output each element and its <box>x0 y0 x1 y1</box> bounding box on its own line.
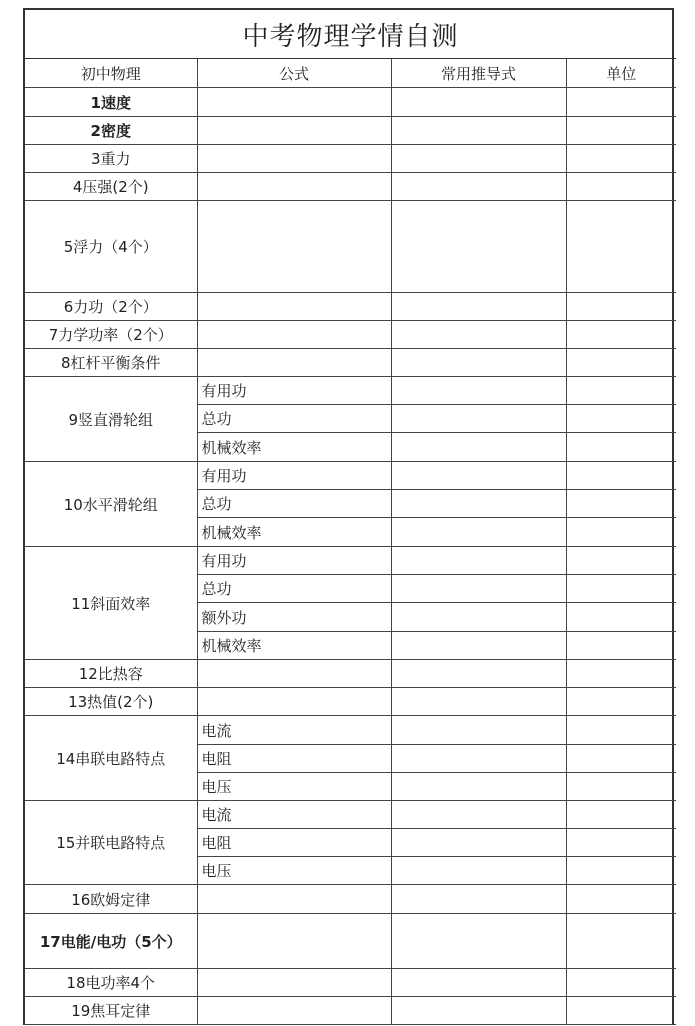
formula-cell[interactable] <box>197 173 391 201</box>
row-label: 14串联电路特点 <box>25 716 197 801</box>
table-row <box>25 145 676 173</box>
derived-cell[interactable] <box>391 349 566 377</box>
formula-cell[interactable] <box>197 688 391 716</box>
derived-cell[interactable] <box>391 145 566 173</box>
derived-cell[interactable] <box>391 321 566 349</box>
row-label: 2密度 <box>25 117 197 145</box>
unit-cell[interactable] <box>566 518 676 547</box>
formula-cell[interactable] <box>197 145 391 173</box>
derived-cell[interactable] <box>391 857 566 885</box>
unit-cell[interactable] <box>566 885 676 914</box>
unit-cell[interactable] <box>566 801 676 829</box>
unit-cell[interactable] <box>566 547 676 575</box>
unit-cell[interactable] <box>566 969 676 997</box>
unit-cell[interactable] <box>566 321 676 349</box>
derived-cell[interactable] <box>391 462 566 490</box>
sub-item-label: 机械效率 <box>197 632 391 660</box>
derived-cell[interactable] <box>391 377 566 405</box>
sub-item-label: 机械效率 <box>197 518 391 547</box>
sub-item-label: 总功 <box>197 490 391 518</box>
unit-cell[interactable] <box>566 603 676 632</box>
formula-cell[interactable] <box>197 997 391 1025</box>
sub-item-label: 电阻 <box>197 745 391 773</box>
row-label: 9竖直滑轮组 <box>25 377 197 462</box>
header-derived: 常用推导式 <box>391 59 566 88</box>
formula-table <box>25 10 676 1025</box>
worksheet <box>23 8 674 1025</box>
unit-cell[interactable] <box>566 745 676 773</box>
table-row <box>25 801 676 829</box>
unit-cell[interactable] <box>566 145 676 173</box>
derived-cell[interactable] <box>391 716 566 745</box>
sub-item-label: 机械效率 <box>197 433 391 462</box>
sub-item-label: 有用功 <box>197 377 391 405</box>
table-row <box>25 547 676 575</box>
derived-cell[interactable] <box>391 88 566 117</box>
derived-cell[interactable] <box>391 745 566 773</box>
table-row <box>25 885 676 914</box>
unit-cell[interactable] <box>566 632 676 660</box>
table-row <box>25 88 676 117</box>
unit-cell[interactable] <box>566 433 676 462</box>
unit-cell[interactable] <box>566 405 676 433</box>
unit-cell[interactable] <box>566 462 676 490</box>
table-row <box>25 377 676 405</box>
formula-cell[interactable] <box>197 969 391 997</box>
derived-cell[interactable] <box>391 997 566 1025</box>
formula-cell[interactable] <box>197 914 391 969</box>
sheet-title: 中考物理学情自测 <box>25 10 676 59</box>
formula-cell[interactable] <box>197 293 391 321</box>
unit-cell[interactable] <box>566 88 676 117</box>
sub-item-label: 电流 <box>197 801 391 829</box>
table-row <box>25 997 676 1025</box>
derived-cell[interactable] <box>391 293 566 321</box>
sub-item-label: 电流 <box>197 716 391 745</box>
derived-cell[interactable] <box>391 885 566 914</box>
row-label: 11斜面效率 <box>25 547 197 660</box>
table-row <box>25 349 676 377</box>
derived-cell[interactable] <box>391 914 566 969</box>
derived-cell[interactable] <box>391 405 566 433</box>
formula-cell[interactable] <box>197 885 391 914</box>
unit-cell[interactable] <box>566 688 676 716</box>
table-row <box>25 716 676 745</box>
sub-item-label: 电压 <box>197 773 391 801</box>
unit-cell[interactable] <box>566 117 676 145</box>
header-formula: 公式 <box>197 59 391 88</box>
table-row <box>25 969 676 997</box>
table-row <box>25 117 676 145</box>
row-label: 12比热容 <box>25 660 197 688</box>
table-row <box>25 173 676 201</box>
header-unit: 单位 <box>566 59 676 88</box>
row-label: 7力学功率（2个） <box>25 321 197 349</box>
row-label: 17电能/电功（5个） <box>25 914 197 969</box>
row-label: 18电功率4个 <box>25 969 197 997</box>
derived-cell[interactable] <box>391 518 566 547</box>
unit-cell[interactable] <box>566 773 676 801</box>
row-label: 10水平滑轮组 <box>25 462 197 547</box>
table-row <box>25 462 676 490</box>
formula-cell[interactable] <box>197 88 391 117</box>
header-topic: 初中物理 <box>25 59 197 88</box>
derived-cell[interactable] <box>391 575 566 603</box>
unit-cell[interactable] <box>566 293 676 321</box>
row-label: 16欧姆定律 <box>25 885 197 914</box>
derived-cell[interactable] <box>391 201 566 293</box>
sub-item-label: 总功 <box>197 575 391 603</box>
sub-item-label: 有用功 <box>197 462 391 490</box>
table-row <box>25 660 676 688</box>
derived-cell[interactable] <box>391 801 566 829</box>
table-row <box>25 688 676 716</box>
unit-cell[interactable] <box>566 490 676 518</box>
unit-cell[interactable] <box>566 857 676 885</box>
row-label: 4压强(2个) <box>25 173 197 201</box>
row-label: 3重力 <box>25 145 197 173</box>
sub-item-label: 电阻 <box>197 829 391 857</box>
formula-cell[interactable] <box>197 321 391 349</box>
derived-cell[interactable] <box>391 660 566 688</box>
row-label: 8杠杆平衡条件 <box>25 349 197 377</box>
sub-item-label: 电压 <box>197 857 391 885</box>
unit-cell[interactable] <box>566 377 676 405</box>
sub-item-label: 总功 <box>197 405 391 433</box>
row-label: 5浮力（4个） <box>25 201 197 293</box>
unit-cell[interactable] <box>566 575 676 603</box>
unit-cell[interactable] <box>566 349 676 377</box>
formula-cell[interactable] <box>197 117 391 145</box>
derived-cell[interactable] <box>391 688 566 716</box>
table-row <box>25 293 676 321</box>
table-row <box>25 201 676 293</box>
formula-cell[interactable] <box>197 349 391 377</box>
row-label: 13热值(2个) <box>25 688 197 716</box>
derived-cell[interactable] <box>391 173 566 201</box>
sub-item-label: 额外功 <box>197 603 391 632</box>
formula-cell[interactable] <box>197 201 391 293</box>
sub-item-label: 有用功 <box>197 547 391 575</box>
unit-cell[interactable] <box>566 997 676 1025</box>
derived-cell[interactable] <box>391 603 566 632</box>
unit-cell[interactable] <box>566 829 676 857</box>
unit-cell[interactable] <box>566 716 676 745</box>
derived-cell[interactable] <box>391 829 566 857</box>
unit-cell[interactable] <box>566 660 676 688</box>
derived-cell[interactable] <box>391 969 566 997</box>
row-label: 6力功（2个） <box>25 293 197 321</box>
derived-cell[interactable] <box>391 490 566 518</box>
row-label: 15并联电路特点 <box>25 801 197 885</box>
unit-cell[interactable] <box>566 173 676 201</box>
unit-cell[interactable] <box>566 914 676 969</box>
formula-cell[interactable] <box>197 660 391 688</box>
derived-cell[interactable] <box>391 632 566 660</box>
derived-cell[interactable] <box>391 547 566 575</box>
derived-cell[interactable] <box>391 433 566 462</box>
derived-cell[interactable] <box>391 117 566 145</box>
row-label: 19焦耳定律 <box>25 997 197 1025</box>
table-row <box>25 321 676 349</box>
table-row <box>25 914 676 969</box>
derived-cell[interactable] <box>391 773 566 801</box>
row-label: 1速度 <box>25 88 197 117</box>
unit-cell[interactable] <box>566 201 676 293</box>
